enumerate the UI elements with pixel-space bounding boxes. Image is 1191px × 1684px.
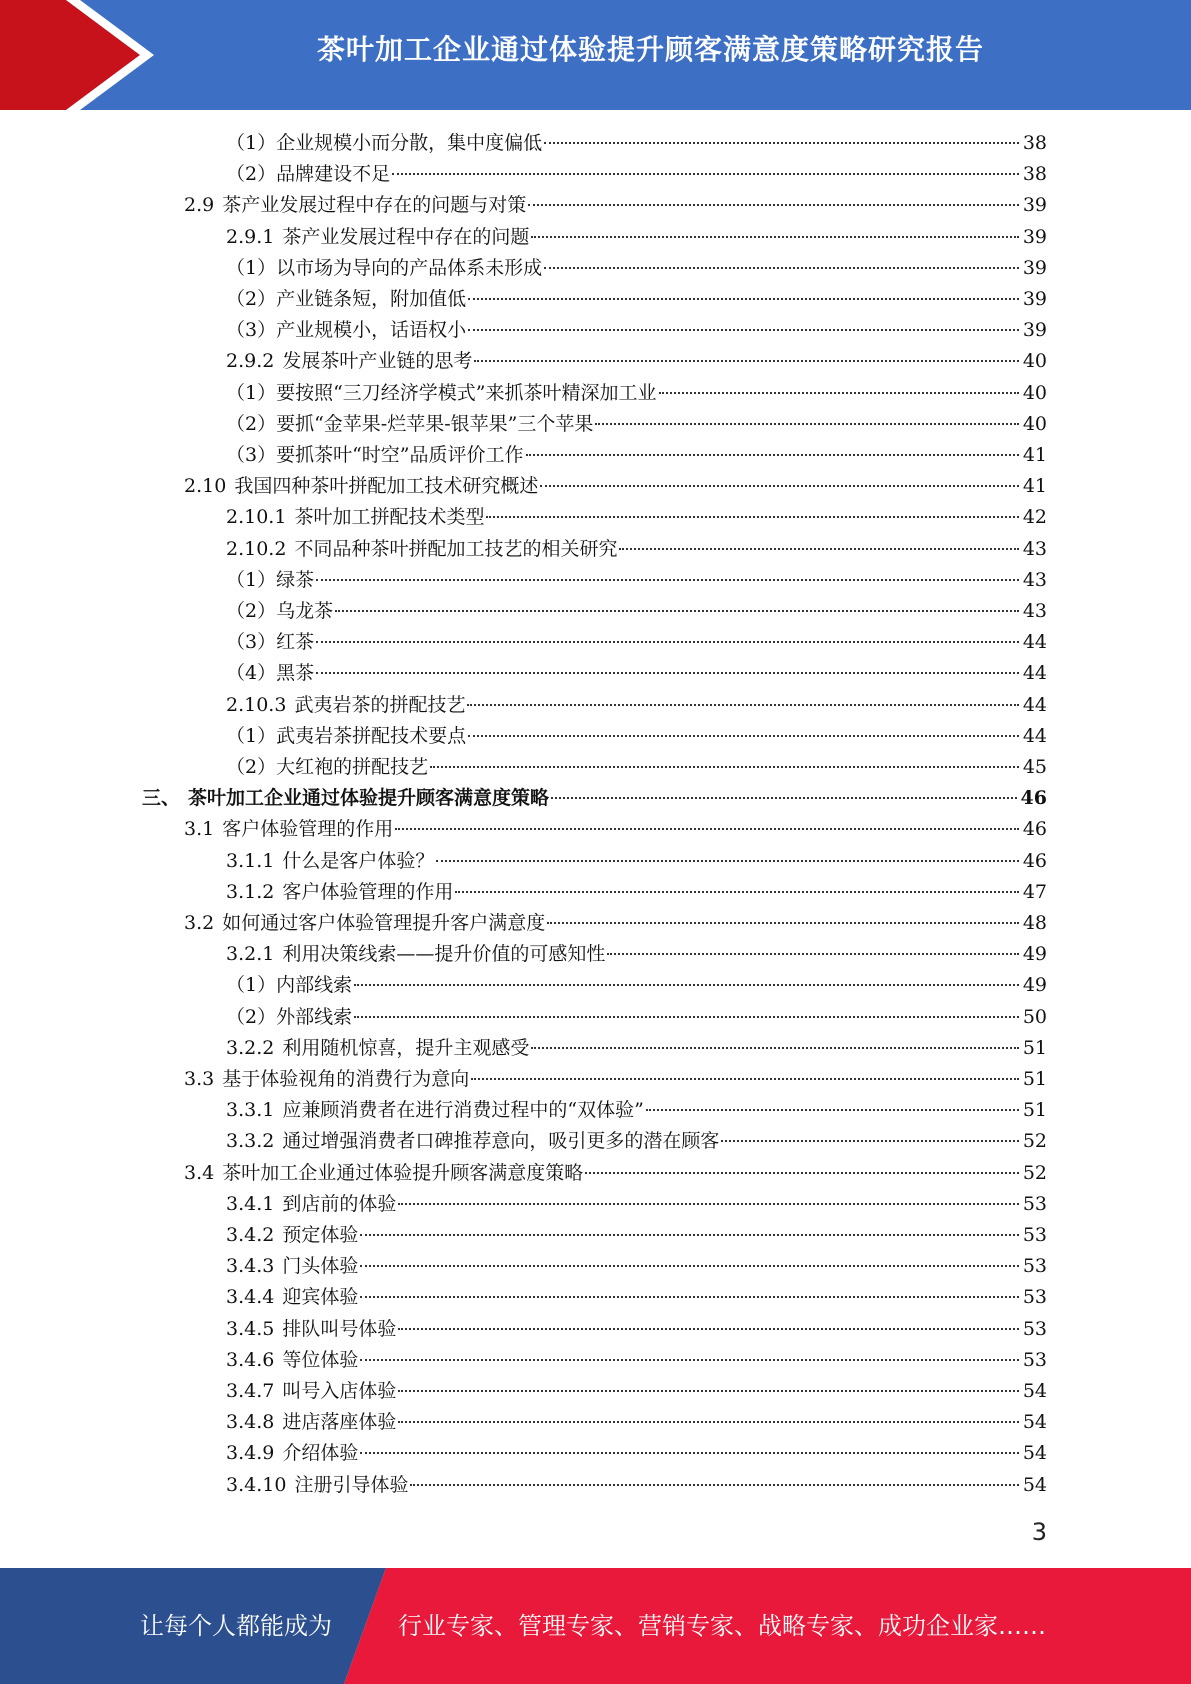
toc-entry-number: （4） (226, 662, 277, 685)
toc-entry-title: 产业链条短，附加值低 (276, 288, 467, 310)
toc-entry-page: 43 (1022, 568, 1047, 591)
toc-entry-page: 46 (1020, 787, 1047, 810)
toc-entry-page: 44 (1022, 693, 1047, 716)
toc-entry-page: 40 (1022, 412, 1047, 435)
toc-entry-number: （2） (226, 600, 277, 622)
toc-dot-leader (531, 236, 1018, 238)
toc-entry-number: （1） (226, 568, 277, 591)
header-banner (0, 0, 1191, 110)
toc-entry[interactable] (226, 1251, 1047, 1282)
toc-entry-title: 以市场为导向的产品体系未形成 (276, 256, 543, 279)
toc-entry-title: 等位体验 (282, 1348, 359, 1371)
toc-dot-leader (607, 953, 1018, 955)
toc-entry-title: 品牌建设不足 (276, 163, 391, 186)
toc-entry-number: 3.4.4 (226, 1286, 275, 1309)
toc-entry[interactable] (226, 346, 1047, 377)
toc-dot-leader (316, 641, 1019, 643)
toc-entry-page: 52 (1022, 1130, 1047, 1153)
footer-banner (0, 1568, 1191, 1684)
toc-entry-title: 利用随机惊喜，提升主观感受 (282, 1036, 530, 1059)
toc-entry-page: 43 (1022, 537, 1047, 560)
toc-dot-leader (595, 423, 1018, 425)
toc-entry-title: 到店前的体验 (282, 1192, 397, 1215)
toc-entry-page: 39 (1022, 288, 1047, 310)
toc-entry-title: 要抓茶叶“时空”品质评价工作 (276, 444, 524, 466)
toc-entry-number: （2） (226, 756, 277, 778)
toc-entry-page: 43 (1022, 600, 1047, 622)
toc-entry-number: 3.3.1 (226, 1099, 275, 1122)
toc-entry-title: 基于体验视角的消费行为意向 (222, 1068, 470, 1090)
toc-entry[interactable] (226, 1220, 1047, 1251)
toc-entry-page: 53 (1022, 1286, 1047, 1309)
toc-entry[interactable] (226, 1438, 1047, 1469)
toc-dot-leader (544, 142, 1019, 144)
toc-entry[interactable] (184, 1064, 1047, 1095)
toc-entry-number: （3） (226, 319, 277, 342)
toc-dot-leader (360, 1452, 1018, 1454)
toc-dot-leader (585, 1172, 1019, 1174)
toc-entry-page: 39 (1022, 225, 1047, 248)
toc-entry-title: 黑茶 (276, 662, 315, 685)
toc-entry-title: 茶叶加工企业通过体验提升顾客满意度策略 (222, 1161, 584, 1184)
toc-entry-title: 武夷岩茶的拼配技艺 (294, 693, 466, 716)
toc-entry-number: 2.10 (184, 475, 227, 498)
toc-entry-number: 三、 (142, 787, 181, 810)
toc-entry-number: 2.10.2 (226, 537, 287, 560)
toc-entry-number: 3.4 (184, 1161, 215, 1184)
toc-entry-page: 42 (1022, 506, 1047, 529)
toc-entry-title: 什么是客户体验？ (282, 849, 435, 872)
toc-dot-leader (528, 204, 1019, 206)
toc-entry-number: （3） (226, 631, 277, 654)
toc-entry-title: 排队叫号体验 (282, 1317, 397, 1340)
toc-entry-number: 3.4.7 (226, 1380, 275, 1402)
toc-entry-title: 发展茶叶产业链的思考 (282, 350, 473, 373)
toc-entry-number: （1） (226, 724, 277, 747)
toc-entry[interactable] (226, 1314, 1047, 1345)
toc-entry[interactable] (226, 970, 1047, 1001)
toc-entry-page: 53 (1022, 1348, 1047, 1371)
toc-entry-page: 38 (1022, 132, 1047, 154)
toc-entry-page: 51 (1022, 1068, 1047, 1090)
toc-entry-page: 53 (1022, 1224, 1047, 1246)
toc-entry-title: 茶叶加工企业通过体验提升顾客满意度策略 (188, 787, 550, 810)
toc-entry-title: 茶产业发展过程中存在的问题 (282, 225, 530, 248)
toc-entry-page: 39 (1022, 194, 1047, 217)
toc-entry-page: 39 (1022, 256, 1047, 279)
toc-entry-number: 3.4.1 (226, 1192, 275, 1215)
toc-dot-leader (398, 1390, 1018, 1392)
toc-dot-leader (360, 1359, 1018, 1361)
toc-entry-title: 叫号入店体验 (282, 1380, 397, 1402)
toc-dot-leader (551, 797, 1017, 799)
toc-entry[interactable] (226, 284, 1047, 315)
toc-entry-number: （3） (226, 444, 277, 466)
toc-entry-number: （1） (226, 132, 277, 154)
toc-entry[interactable] (184, 190, 1047, 221)
toc-entry-page: 39 (1022, 319, 1047, 342)
toc-entry-title: 乌龙茶 (276, 600, 334, 622)
toc-dot-leader (547, 922, 1019, 924)
toc-dot-leader (436, 860, 1018, 862)
toc-entry-number: 2.9.2 (226, 350, 275, 373)
toc-entry[interactable] (226, 877, 1047, 908)
toc-entry[interactable] (226, 1095, 1047, 1126)
toc-entry-page: 41 (1022, 444, 1047, 466)
toc-entry[interactable] (226, 846, 1047, 877)
toc-entry-page: 53 (1022, 1255, 1047, 1278)
toc-dot-leader (360, 1234, 1018, 1236)
toc-entry-page: 54 (1022, 1473, 1047, 1496)
toc-entry[interactable] (184, 471, 1047, 502)
toc-entry-page: 40 (1022, 381, 1047, 404)
toc-entry-page: 53 (1022, 1317, 1047, 1340)
toc-entry-title: 内部线索 (276, 974, 353, 997)
toc-dot-leader (398, 1328, 1018, 1330)
toc-entry-title: 通过增强消费者口碑推荐意向，吸引更多的潜在顾客 (282, 1130, 720, 1153)
toc-entry[interactable] (226, 315, 1047, 346)
toc-entry-title: 绿茶 (276, 568, 315, 591)
toc-entry-page: 46 (1022, 849, 1047, 872)
toc-entry[interactable] (226, 1345, 1047, 1376)
toc-dot-leader (360, 1265, 1018, 1267)
toc-entry-number: 3.1 (184, 818, 215, 841)
toc-dot-leader (410, 1484, 1018, 1486)
toc-entry-title: 要按照“三刀经济学模式”来抓茶叶精深加工业 (276, 381, 657, 404)
toc-entry-number: （1） (226, 381, 277, 404)
toc-entry-page: 54 (1022, 1380, 1047, 1402)
toc-entry-number: （2） (226, 1005, 277, 1028)
toc-entry-title: 门头体验 (282, 1255, 359, 1278)
toc-entry-title: 介绍体验 (282, 1442, 359, 1465)
toc-dot-leader (455, 891, 1018, 893)
toc-dot-leader (468, 735, 1019, 737)
toc-entry-title: 茶叶加工拼配技术类型 (294, 506, 485, 529)
toc-entry-number: 3.4.2 (226, 1224, 275, 1246)
toc-dot-leader (540, 485, 1018, 487)
toc-entry-number: （2） (226, 412, 277, 435)
toc-entry-title: 进店落座体验 (282, 1411, 397, 1434)
toc-entry[interactable] (226, 222, 1047, 253)
toc-entry-page: 53 (1022, 1192, 1047, 1215)
toc-entry-page: 52 (1022, 1161, 1047, 1184)
toc-entry-title: 外部线索 (276, 1005, 353, 1028)
footer-slogan-right: 行业专家、管理专家、营销专家、战略专家、成功企业家…… (398, 1612, 1046, 1640)
toc-entry-number: 3.2 (184, 912, 215, 934)
toc-dot-leader (544, 267, 1019, 269)
toc-entry-title: 我国四种茶叶拼配加工技术研究概述 (234, 475, 539, 498)
toc-entry[interactable] (226, 440, 1047, 471)
toc-dot-leader (659, 392, 1019, 394)
toc-entry-title: 武夷岩茶拼配技术要点 (276, 724, 467, 747)
toc-entry-page: 48 (1022, 912, 1047, 934)
toc-entry[interactable] (226, 253, 1047, 284)
toc-dot-leader (467, 704, 1018, 706)
toc-entry-title: 迎宾体验 (282, 1286, 359, 1309)
toc-dot-leader (474, 360, 1018, 362)
toc-entry-title: 应兼顾消费者在进行消费过程中的“双体验” (282, 1099, 644, 1122)
toc-entry-page: 40 (1022, 350, 1047, 373)
toc-entry[interactable] (184, 814, 1047, 845)
toc-entry[interactable] (226, 565, 1047, 596)
toc-entry[interactable] (226, 1189, 1047, 1220)
toc-entry-number: 3.4.9 (226, 1442, 275, 1465)
toc-entry[interactable] (226, 752, 1047, 783)
toc-entry-title: 企业规模小而分散，集中度偏低 (276, 132, 543, 154)
toc-entry-title: 注册引导体验 (294, 1473, 409, 1496)
document-title: 茶叶加工企业通过体验提升顾客满意度策略研究报告 (316, 33, 984, 66)
toc-entry-page: 44 (1022, 631, 1047, 654)
toc-dot-leader (316, 579, 1019, 581)
toc-dot-leader (392, 173, 1019, 175)
toc-entry-page: 44 (1022, 724, 1047, 747)
toc-entry-number: （2） (226, 288, 277, 310)
toc-entry-number: 2.9.1 (226, 225, 275, 248)
toc-entry-number: 3.4.5 (226, 1317, 275, 1340)
toc-dot-leader (526, 454, 1019, 456)
toc-entry[interactable] (226, 1033, 1047, 1064)
toc-entry[interactable] (226, 627, 1047, 658)
toc-entry[interactable] (226, 534, 1047, 565)
toc-dot-leader (646, 1109, 1019, 1111)
toc-entry[interactable] (226, 409, 1047, 440)
toc-entry-page: 47 (1022, 880, 1047, 903)
toc-entry[interactable] (226, 1002, 1047, 1033)
toc-entry-number: 3.3.2 (226, 1130, 275, 1153)
toc-entry[interactable] (184, 1158, 1047, 1189)
toc-entry-title: 大红袍的拼配技艺 (276, 756, 429, 778)
toc-entry-number: （1） (226, 256, 277, 279)
toc-dot-leader (335, 610, 1019, 612)
toc-entry-number: （1） (226, 974, 277, 997)
toc-entry-number: 3.4.10 (226, 1473, 287, 1496)
toc-entry-page: 50 (1022, 1005, 1047, 1028)
toc-entry-title: 预定体验 (282, 1224, 359, 1246)
toc-entry[interactable] (226, 378, 1047, 409)
toc-entry-title: 利用决策线索——提升价值的可感知性 (282, 943, 606, 966)
toc-dot-leader (360, 1296, 1018, 1298)
toc-entry[interactable] (226, 658, 1047, 689)
toc-entry[interactable] (184, 908, 1047, 939)
toc-entry-page: 51 (1022, 1099, 1047, 1122)
toc-entry-number: 2.9 (184, 194, 215, 217)
toc-entry-number: 3.2.1 (226, 943, 275, 966)
toc-entry-page: 41 (1022, 475, 1047, 498)
toc-dot-leader (354, 1016, 1019, 1018)
toc-dot-leader (398, 1203, 1018, 1205)
toc-dot-leader (430, 766, 1019, 768)
footer-slogan-left: 让每个人都能成为 (140, 1612, 332, 1640)
toc-entry[interactable] (226, 1282, 1047, 1313)
toc-entry-page: 38 (1022, 163, 1047, 186)
toc-entry-page: 51 (1022, 1036, 1047, 1059)
toc-dot-leader (468, 329, 1019, 331)
toc-entry[interactable] (226, 721, 1047, 752)
toc-entry-number: 3.3 (184, 1068, 215, 1090)
toc-entry-page: 54 (1022, 1442, 1047, 1465)
toc-entry-number: 3.4.3 (226, 1255, 275, 1278)
toc-dot-leader (721, 1140, 1018, 1142)
toc-entry-page: 49 (1022, 974, 1047, 997)
toc-entry-title: 要抓“金苹果-烂苹果-银苹果”三个苹果 (276, 412, 594, 435)
toc-entry-number: 3.2.2 (226, 1036, 275, 1059)
toc-dot-leader (398, 1421, 1018, 1423)
toc-entry[interactable] (142, 783, 1047, 814)
page-number: 3 (1031, 1518, 1047, 1546)
toc-entry-page: 45 (1022, 756, 1047, 778)
toc-dot-leader (486, 516, 1018, 518)
toc-entry-title: 客户体验管理的作用 (222, 818, 394, 841)
toc-entry-number: 2.10.3 (226, 693, 287, 716)
toc-entry-title: 茶产业发展过程中存在的问题与对策 (222, 194, 527, 217)
toc-entry-number: 3.1.1 (226, 849, 275, 872)
toc-entry-title: 产业规模小，话语权小 (276, 319, 467, 342)
toc-dot-leader (468, 298, 1019, 300)
toc-entry-page: 44 (1022, 662, 1047, 685)
toc-entry[interactable] (226, 1407, 1047, 1438)
toc-entry-page: 54 (1022, 1411, 1047, 1434)
toc-entry[interactable] (226, 159, 1047, 190)
toc-dot-leader (619, 548, 1018, 550)
toc-entry[interactable] (226, 1470, 1047, 1501)
toc-entry-number: 3.4.8 (226, 1411, 275, 1434)
toc-entry-title: 红茶 (276, 631, 315, 654)
toc-entry[interactable] (226, 1126, 1047, 1157)
toc-dot-leader (395, 828, 1019, 830)
toc-entry-number: （2） (226, 163, 277, 186)
toc-dot-leader (471, 1078, 1019, 1080)
toc-entry-page: 46 (1022, 818, 1047, 841)
toc-entry-title: 不同品种茶叶拼配加工技艺的相关研究 (294, 537, 618, 560)
toc-entry[interactable] (226, 128, 1047, 159)
toc-entry[interactable] (226, 596, 1047, 627)
toc-entry[interactable] (226, 939, 1047, 970)
toc-dot-leader (354, 984, 1019, 986)
toc-entry-title: 客户体验管理的作用 (282, 880, 454, 903)
toc-dot-leader (531, 1047, 1018, 1049)
toc-entry-title: 如何通过客户体验管理提升客户满意度 (222, 912, 546, 934)
toc-entry[interactable] (226, 1376, 1047, 1407)
toc-entry-number: 3.1.2 (226, 880, 275, 903)
toc-entry-number: 2.10.1 (226, 506, 287, 529)
toc-entry[interactable] (226, 502, 1047, 533)
toc-entry-number: 3.4.6 (226, 1348, 275, 1371)
toc-dot-leader (316, 672, 1019, 674)
toc-entry-page: 49 (1022, 943, 1047, 966)
toc-entry[interactable] (226, 690, 1047, 721)
